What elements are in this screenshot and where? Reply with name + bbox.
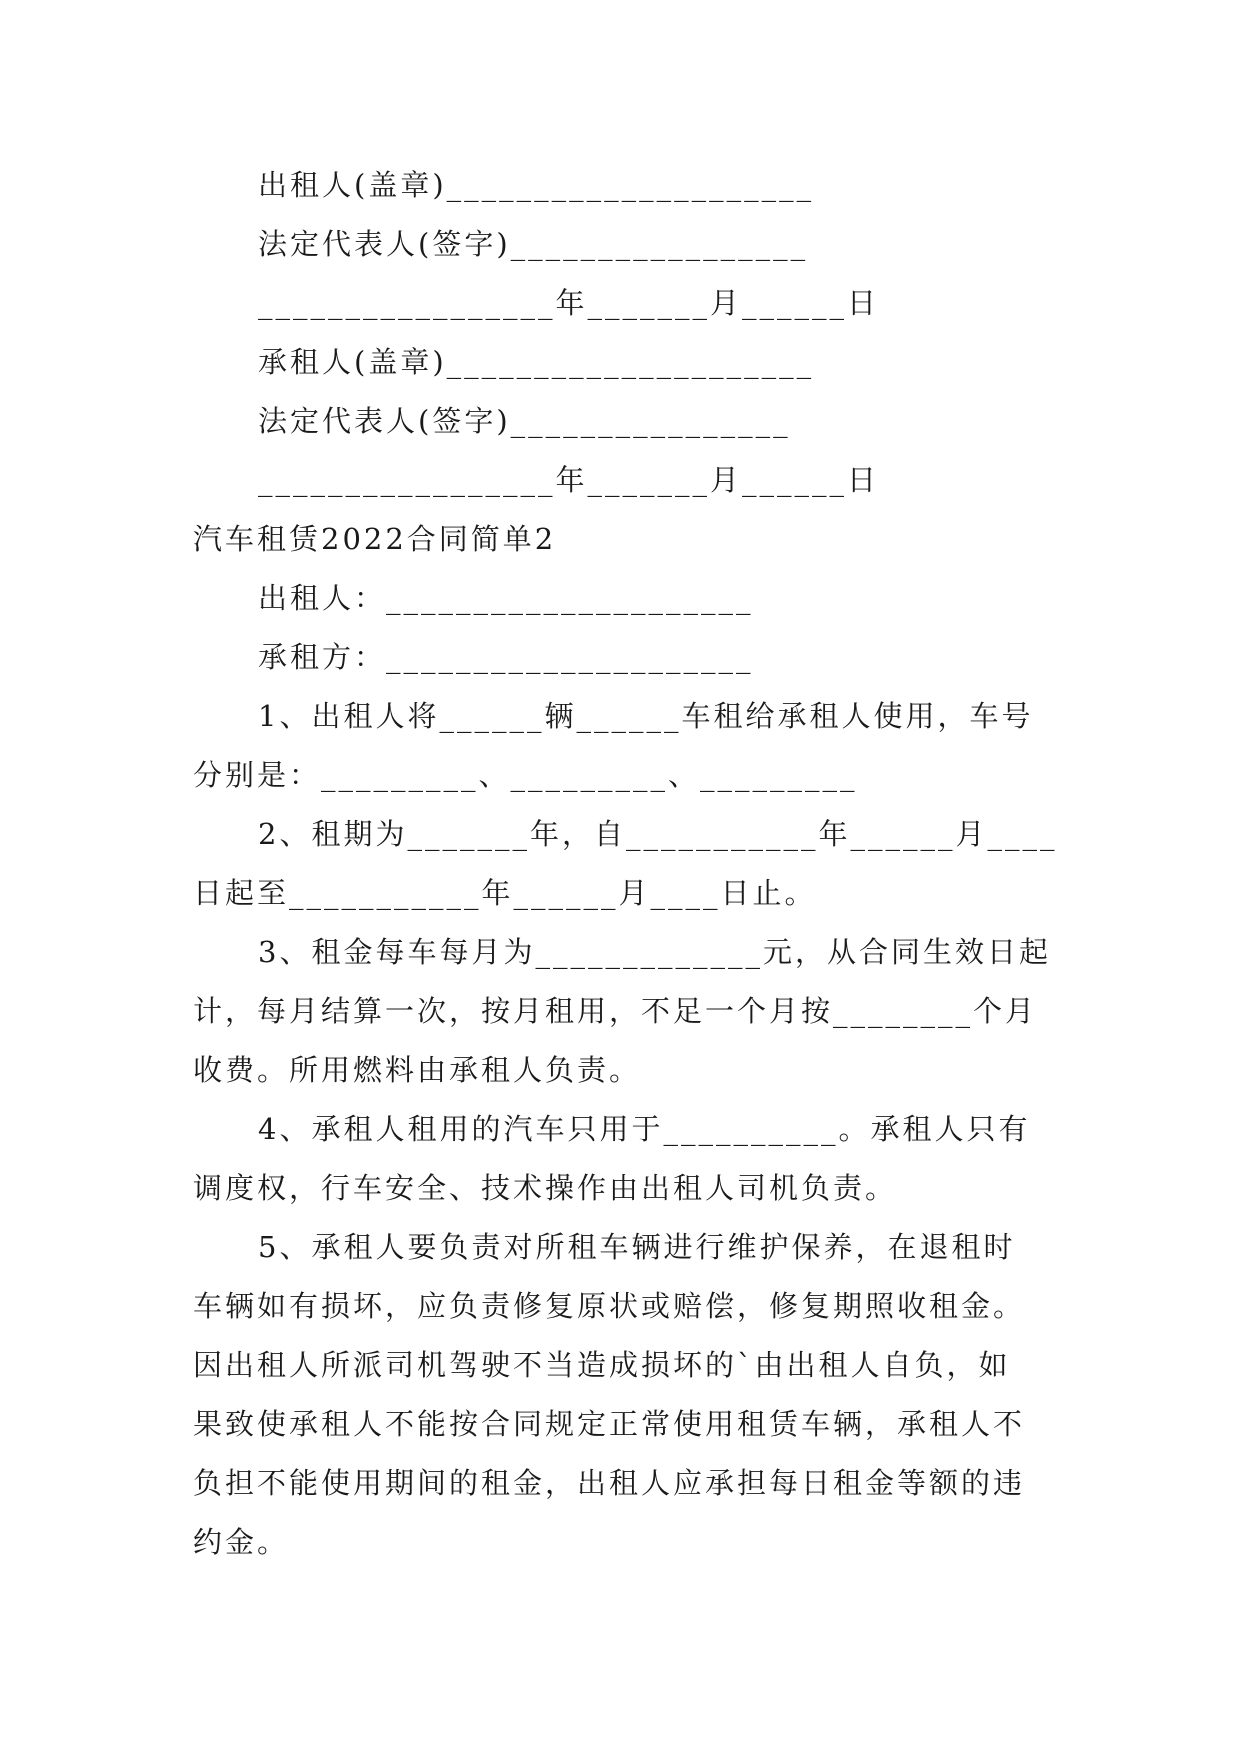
- clause-3-line-3: 收费。所用燃料由承租人负责。: [193, 1053, 642, 1087]
- clause-3-line-1: 3、租金每车每月为_____________元，从合同生效日起: [258, 935, 1051, 969]
- clause-2-line-1: 2、租期为_______年，自___________年______月____: [258, 817, 1058, 851]
- clause-1-line-2: 分别是：_________、_________、_________: [193, 758, 858, 792]
- clause-3-line-2: 计，每月结算一次，按月租用，不足一个月按________个月: [193, 994, 1038, 1028]
- contract-title: 汽车租赁2022合同简单2: [193, 522, 557, 556]
- lessee-date-line: _________________年_______月______日: [258, 463, 880, 497]
- clause-5-line-3: 因出租人所派司机驾驶不当造成损坏的`由出租人自负，如: [193, 1348, 1011, 1382]
- clause-5-line-5: 负担不能使用期间的租金，出租人应承担每日租金等额的违: [193, 1466, 1026, 1500]
- clause-5-line-4: 果致使承租人不能按合同规定正常使用租赁车辆，承租人不: [193, 1407, 1026, 1441]
- clause-5-line-1: 5、承租人要负责对所租车辆进行维护保养，在退租时: [258, 1230, 1016, 1264]
- lessor-legal-rep-sign-line: 法定代表人(签字)_________________: [258, 227, 809, 261]
- clause-5-line-2: 车辆如有损坏，应负责修复原状或赔偿，修复期照收租金。: [193, 1289, 1026, 1323]
- lessor-date-line: _________________年_______月______日: [258, 286, 880, 320]
- clause-4-line-2: 调度权，行车安全、技术操作由出租人司机负责。: [193, 1171, 898, 1205]
- lessee-seal-line: 承租人(盖章)_____________________: [258, 345, 815, 379]
- lessee-legal-rep-sign-line: 法定代表人(签字)________________: [258, 404, 791, 438]
- clause-2-line-2: 日起至___________年______月____日止。: [193, 876, 817, 910]
- lessor-seal-line: 出租人(盖章)_____________________: [258, 168, 815, 202]
- clause-1-line-1: 1、出租人将______辆______车租给承租人使用，车号: [258, 699, 1034, 733]
- clause-5-line-6: 约金。: [193, 1525, 290, 1559]
- lessee-party-line: 承租方：_____________________: [258, 640, 754, 674]
- clause-4-line-1: 4、承租人租用的汽车只用于__________。承租人只有: [258, 1112, 1031, 1146]
- lessor-party-line: 出租人：_____________________: [258, 581, 754, 615]
